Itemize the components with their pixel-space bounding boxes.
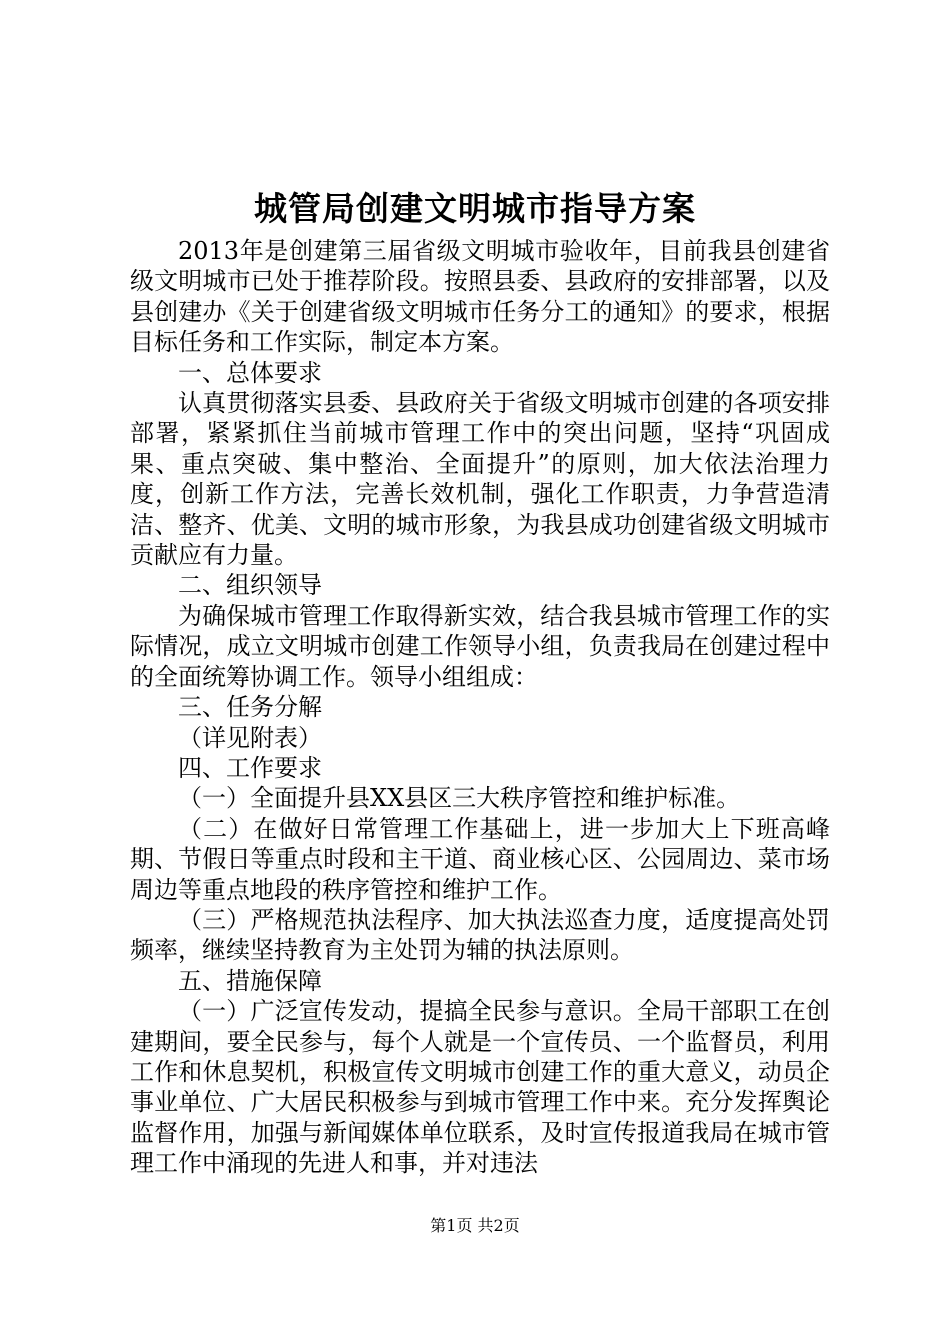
document-title: 城管局创建文明城市指导方案	[254, 189, 696, 228]
paragraph-organization: 为确保城市管理工作取得新实效，结合我县城市管理工作的实际情况，成立文明城市创建工作领导小组，负责我局在创建过程中的全面统筹协调工作。领导小组组成：	[130, 601, 830, 691]
section-heading-2: 二、组织领导	[178, 571, 322, 600]
work-requirement-item-3: （三）严格规范执法程序、加大执法巡查力度，适度提高处罚频率，继续坚持教育为主处罚为辅的执法原则。	[130, 905, 830, 965]
section-heading-5: 五、措施保障	[178, 966, 322, 995]
work-requirement-item-1: （一）全面提升县XX县区三大秩序管控和维护标准。	[178, 784, 741, 813]
section-heading-4: 四、工作要求	[178, 753, 322, 782]
work-requirement-item-2: （二）在做好日常管理工作基础上，进一步加大上下班高峰期、节假日等重点时段和主干道、商业核心区、公园周边、菜市场周边等重点地段的秩序管控和维护工作。	[130, 814, 830, 904]
paragraph-intro: 2013年是创建第三届省级文明城市验收年，目前我县创建省级文明城市已处于推荐阶段。按照县委、县政府的安排部署，以及县创建办《关于创建省级文明城市任务分工的通知》的要求，根据目标任务和工作实际，制定本方案。	[130, 237, 830, 357]
section-heading-1: 一、总体要求	[178, 358, 322, 387]
page-footer: 第1页 共2页	[430, 1216, 520, 1235]
document-body	[130, 236, 830, 1179]
paragraph-general-requirements: 认真贯彻落实县委、县政府关于省级文明城市创建的各项安排部署，紧紧抓住当前城市管理工作中的突出问题，坚持“巩固成果、重点突破、集中整治、全面提升”的原则，加大依法治理力度，创新工作方法，完善长效机制，强化工作职责，力争营造清洁、整齐、优美、文明的城市形象，为我县成功创建省级文明城市贡献应有力量。	[130, 389, 830, 570]
measure-item-1: （一）广泛宣传发动，提搞全民参与意识。全局干部职工在创建期间，要全民参与，每个人就是一个宣传员、一个监督员，利用工作和休息契机，积极宣传文明城市创建工作的重大意义，动员企事业单位、广大居民积极参与到城市管理工作中来。充分发挥舆论监督作用，加强与新闻媒体单位联系，及时宣传报道我局在城市管理工作中涌现的先进人和事，并对违法	[130, 997, 830, 1178]
paragraph-see-attachment: （详见附表）	[178, 723, 322, 752]
section-heading-3: 三、任务分解	[178, 693, 322, 722]
